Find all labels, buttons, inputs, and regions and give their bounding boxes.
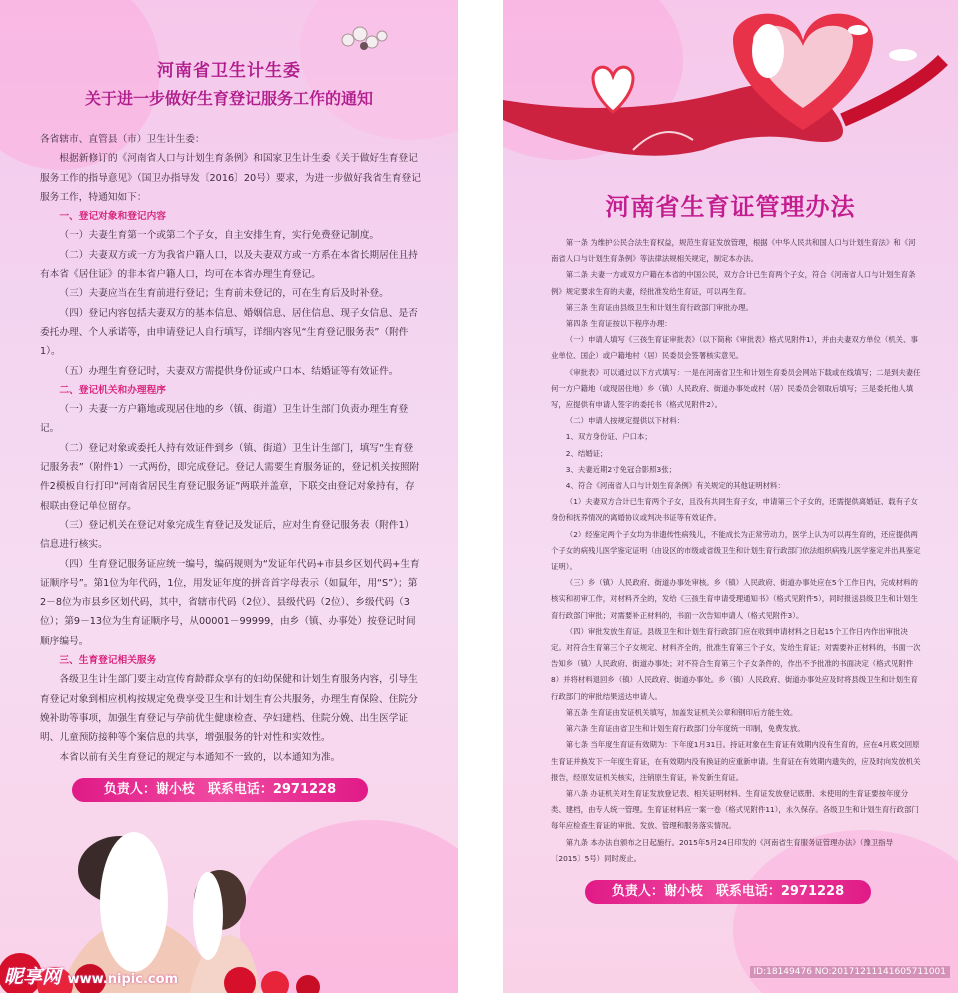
section-heading: 二、登记机关和办理程序 xyxy=(59,384,166,396)
regulation-paragraph: 1、双方身份证、户口本； xyxy=(565,432,652,442)
regulation-paragraph: 2、结婚证； xyxy=(565,448,608,458)
notice-body xyxy=(40,130,422,767)
regulation-paragraph: （四）审批发放生育证。县级卫生和计划生育行政部门应在收到申请材料之日起15个工作日内作出审批决定。对符合生育第三个子女规定、材料齐全的，批准生育第三个子女，发给生育证；对需要补正材料的，书面一次告知乡（镇）人民政府、街道办事处；对不符合生育第三个子女条件的，作出不予批准的书面决定（格式见附件8）并将材料退回乡（镇）人民政府、街道办事处。乡（镇）人民政府、街道办事处应及时将县级卫生和计划生育行政部门的审批结果送达申请人。 xyxy=(551,626,921,701)
regulation-paragraph: （1）夫妻双方合计已生育两个子女，且没有共同生育子女，申请第三个子女的，还需提供离婚证、载有子女身份和抚养情况的离婚协议或判决书证等有效证件。 xyxy=(551,497,918,523)
regulation-paragraph: 3、夫妻近期2寸免冠合影照3张； xyxy=(565,464,676,474)
watermark-brand xyxy=(4,962,178,989)
regulation-paragraph: 《审批表》可以通过以下方式填写：一是在河南省卫生和计划生育委员会网站下载或在线填写；二是到夫妻任何一方户籍地（或现居住地）乡（镇）人民政府、街道办事处或村（居）民委员会领取后填写；三是委托他人填写，应提供有申请人签字的委托书（格式见附件2）。 xyxy=(551,367,921,410)
regulation-paragraph: 第八条 办证机关对生育证发放登记表、相关证明材料、生育证发放登记底册、未使用的生育证要按年度分类、建档，由专人统一管理。生育证材料应一案一卷（格式见附件11），永久保存。各级卫生和计划生育行政部门每年应检查生育证的审批、发放、管理和服务落实情况。 xyxy=(551,788,919,831)
regulation-body xyxy=(551,235,921,867)
notice-paragraph: （三）登记机关在登记对象完成生育登记及发证后，应对生育登记服务表（附件1）信息进行核实。 xyxy=(40,519,415,551)
regulation-paragraph: 第七条 当年度生育证有效期为：下年度1月31日。持证对象在生育证有效期内没有生育的，应在4月底交回原生育证并换发下一年度生育证，在有效期内没有换证的应重新申请。生育证在有效期内遗失的，应及时向发放机关报告，经原发证机关核实，注销原生育证，补发新生育证。 xyxy=(551,740,921,782)
regulation-paragraph: 第一条 为维护公民合法生育权益，规范生育证发放管理，根据《中华人民共和国人口与计划生育法》和《河南省人口与计划生育条例》等法律法规相关规定，制定本办法。 xyxy=(551,238,916,264)
contact-bar: 负责人：谢小枝 联系电话：2971228 xyxy=(72,778,368,802)
notice-paragraph: （一）夫妻生育第一个或第二个子女，自主安排生育，实行免费登记制度。 xyxy=(59,230,380,242)
regulation-paragraph: （一）申请人填写《三孩生育证审批表》（以下简称《审批表》格式见附件1），并由夫妻双方单位（机关、事业单位、国企）或户籍地村（居）民委员会签署核实意见。 xyxy=(551,335,918,361)
notice-paragraph: （四）登记内容包括夫妻双方的基本信息、婚姻信息、居住信息、现子女信息、是否委托办理、个人承诺等，由申请登记人自行填写，详细内容见“生育登记服务表”（附件1）。 xyxy=(40,307,418,358)
notice-title-line1: 河南省卫生计生委 xyxy=(157,61,301,81)
regulation-paragraph: 第九条 本办法自颁布之日起施行。2015年5月24日印发的《河南省生育服务证管理办法》（豫卫指导〔2015〕5号）同时废止。 xyxy=(551,837,893,863)
notice-paragraph: 各级卫生计生部门要主动宣传育龄群众享有的妇幼保健和计划生育服务内容，引导生育登记对象到相应机构按规定免费享受卫生和计划生育公共服务，办理生育保险、住院分娩补助等事项，加强生育登记与孕前优生健康检查、孕妇建档、住院分娩、出生医学证明、儿童预防接种等个案信息的共享，增强服务的针对性和实效性。 xyxy=(40,674,418,744)
notice-paragraph: （三）夫妻应当在生育前进行登记；生育前未登记的，可在生育后及时补登。 xyxy=(59,288,389,300)
regulation-paragraph: 第五条 生育证由发证机关填写，加盖发证机关公章和钢印后方能生效。 xyxy=(565,707,798,717)
regulation-paragraph: 第二条 夫妻一方或双方户籍在本省的中国公民，双方合计已生育两个子女，符合《河南省人口与计划生育条例》规定要求生育的夫妻，经批准发给生育证，可以再生育。 xyxy=(551,270,916,296)
rose-decoration-icon xyxy=(220,955,330,993)
section-heading: 一、登记对象和登记内容 xyxy=(59,211,166,223)
right-poster xyxy=(503,0,958,993)
regulation-paragraph: 4、符合《河南省人口与计划生育条例》有关规定的其他证明材料： xyxy=(565,481,785,491)
flower-decoration-icon xyxy=(336,18,396,58)
notice-paragraph: （一）夫妻一方户籍地或现居住地的乡（镇、街道）卫生计生部门负责办理生育登记。 xyxy=(40,404,409,435)
watermark-id: ID:18149476 NO:20171211141605711001 xyxy=(750,966,951,978)
face-mask xyxy=(193,872,223,960)
regulation-paragraph: 第六条 生育证由省卫生和计划生育行政部门分年度统一印制，免费发放。 xyxy=(565,724,805,734)
section-heading: 三、生育登记相关服务 xyxy=(59,655,157,667)
heart-ribbon-header xyxy=(503,0,958,180)
face-mask xyxy=(752,24,784,78)
regulation-title: 河南省生育证管理办法 xyxy=(605,192,856,221)
regulation-paragraph: （2）经鉴定两个子女均为非遗传性病残儿，不能成长为正常劳动力，医学上认为可以再生育的，还应提供两个子女的病残儿医学鉴定证明（由设区的市级或省级卫生和计划生育行政部门依法组织病残儿医学鉴定并出具鉴定证明）。 xyxy=(551,529,921,572)
regulation-paragraph: （二）申请人按规定提供以下材料： xyxy=(565,416,685,426)
notice-paragraph: （五）办理生育登记时，夫妻双方需提供身份证或户口本、结婚证等有效证件。 xyxy=(59,365,399,377)
notice-paragraph: 各省辖市、直管县（市）卫生计生委： xyxy=(40,134,205,145)
notice-paragraph: （二）夫妻双方或一方为我省户籍人口，以及夫妻双方或一方系在本省长期居住且持有本省《居住证》的非本省户籍人口，均可在本省办理生育登记。 xyxy=(40,249,418,281)
watermark-url: www.nipic.com xyxy=(67,972,179,987)
notice-paragraph: 本省以前有关生育登记的规定与本通知不一致的，以本通知为准。 xyxy=(59,751,341,763)
contact-bar: 负责人：谢小枝 联系电话：2971228 xyxy=(585,880,871,904)
notice-paragraph: （四）生育登记服务证应统一编号，编码规则为“发证年代码+市县乡区划代码+生育证顺序号”。第1位为年代码，1位，用发证年度的拼音首字母表示（如鼠年，用“S”）；第2－8位为市县乡区划代码，其中，省辖市代码（2位）、县级代码（2位）、乡级代码（3位）；第9－13位为生育证顺序号，从00001－99999，由乡（镇、办事处）按登记时间顺序编号。 xyxy=(40,558,420,647)
left-poster xyxy=(0,0,458,993)
notice-title-line2: 关于进一步做好生育登记服务工作的通知 xyxy=(84,89,373,108)
regulation-paragraph: 第三条 生育证由县级卫生和计划生育行政部门审批办理。 xyxy=(565,302,753,312)
notice-paragraph: 根据新修订的《河南省人口与计划生育条例》和国家卫生计生委《关于做好生育登记服务工作的指导意见》（国卫办指导发〔2016〕20号）要求，为进一步做好我省生育登记服务工作，特通知如下： xyxy=(40,153,421,203)
watermark-brand-text: 昵享网 xyxy=(4,966,62,988)
regulation-paragraph: 第四条 生育证按以下程序办理： xyxy=(565,319,672,329)
notice-paragraph: （二）登记对象或委托人持有效证件到乡（镇、街道）卫生计生部门，填写“生育登记服务表”（附件1）一式两份，即完成登记。登记人需要生育服务证的，登记机关按照附件2模板自行打印“河南省居民生育登记服务证”两联并盖章，下联交由登记对象持有，存根联由登记单位留存。 xyxy=(40,442,420,512)
regulation-paragraph: （三）乡（镇）人民政府、街道办事处审核。乡（镇）人民政府、街道办事处应在5个工作日内，完成材料的核实和初审工作，对材料齐全的，发给《三孩生育申请受理通知书》（格式见附件5），同时报送县级卫生和计划生育行政部门审批；对需要补正材料的，书面一次告知申请人（格式见附件3）。 xyxy=(551,578,918,620)
